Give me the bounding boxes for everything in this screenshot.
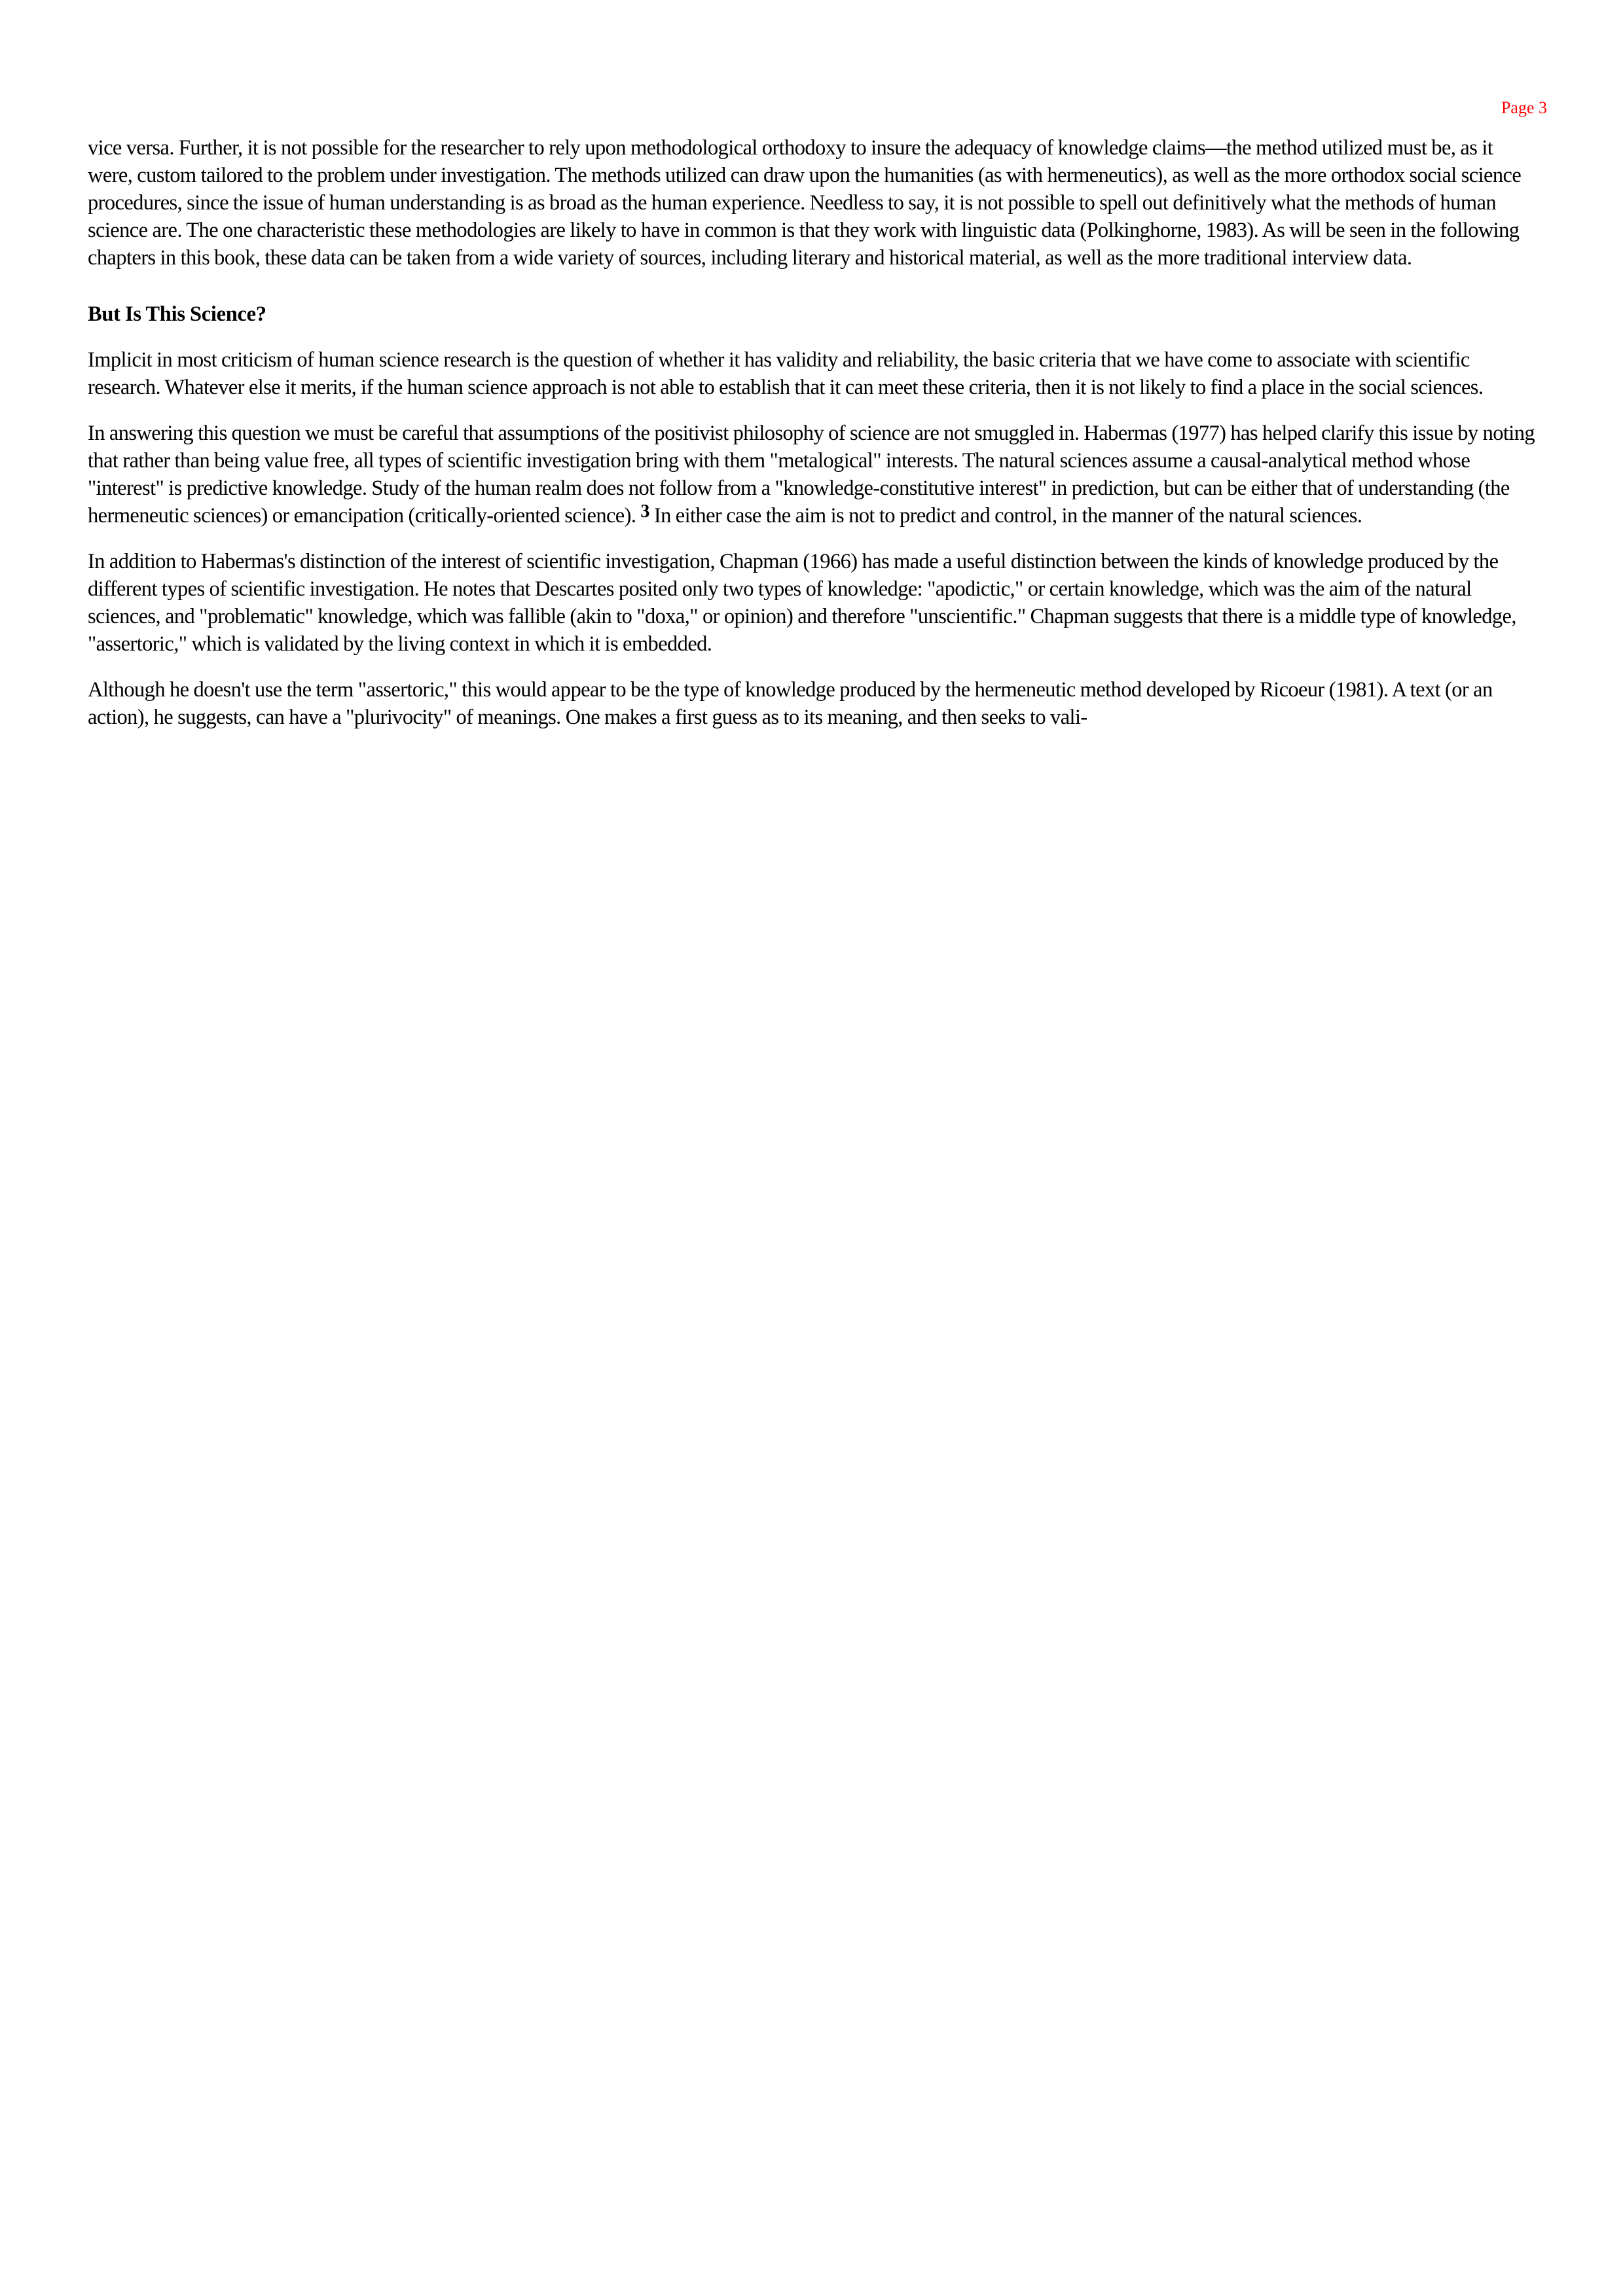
paragraph: vice versa. Further, it is not possible for the researcher to rely upon methodological orthodoxy to insure the adequacy of knowledge claims—the method utilized must be, as it were, custom tailored to the problem under investigation. The methods utilized can draw upon the humanities (as with hermeneutics), as well as the more orthodox social science procedures, since the issue of human understanding is as broad as the human experience. Needless to say, it is not possible to spell out definitively what the methods of human science are. The one characteristic these methodologies are likely to have in common is that they work with linguistic data (Polkinghorne, 1983). As will be seen in the following chapters in this book, these data can be taken from a wide variety of sources, including literary and historical material, as well as the more traditional interview data.	[88, 136, 1522, 270]
document-body	[88, 134, 1541, 749]
paragraph-text: In either case the aim is not to predict and control, in the manner of the natural sciences.	[653, 504, 1362, 528]
paragraph: Implicit in most criticism of human science research is the question of whether it has validity and reliability, the basic criteria that we have come to associate with scientific research. Whatever else it merits, if the human science approach is not able to establish that it can meet these criteria, then it is not likely to find a place in the social sciences.	[88, 348, 1484, 399]
paragraph-text: In answering this question we must be careful that assumptions of the positivist philosophy of science are not smuggled in. Habermas (1977) has helped clarify this issue by noting that rather than being value free, all types of scientific investigation bring with them "metalogical" interests. The natural sciences assume a causal-analytical method whose "interest" is predictive knowledge. Study of the human realm does not follow from a "knowledge-constitutive interest" in prediction, but can be either that of understanding (the hermeneutic sciences) or emancipation (critically-oriented science).	[88, 422, 1535, 528]
paragraph	[88, 420, 1541, 529]
page-number: Page 3	[1501, 98, 1547, 117]
section-heading: But Is This Science?	[88, 302, 266, 326]
footnote-marker[interactable]: 3	[640, 501, 649, 522]
paragraph: In addition to Habermas's distinction of the interest of scientific investigation, Chapman (1966) has made a useful distinction between the kinds of knowledge produced by the different types of scientific investigation. He notes that Descartes posited only two types of knowledge: "apodictic," or certain knowledge, which was the aim of the natural sciences, and "problematic" knowledge, which was fallible (akin to "doxa," or opinion) and therefore "unscientific." Chapman suggests that there is a middle type of knowledge, "assertoric," which is validated by the living context in which it is embedded.	[88, 550, 1516, 656]
paragraph: Although he doesn't use the term "assertoric," this would appear to be the type of knowledge produced by the hermeneutic method developed by Ricoeur (1981). A text (or an action), he suggests, can have a "plurivocity" of meanings. One makes a first guess as to its meaning, and then seeks to vali-	[88, 678, 1493, 729]
